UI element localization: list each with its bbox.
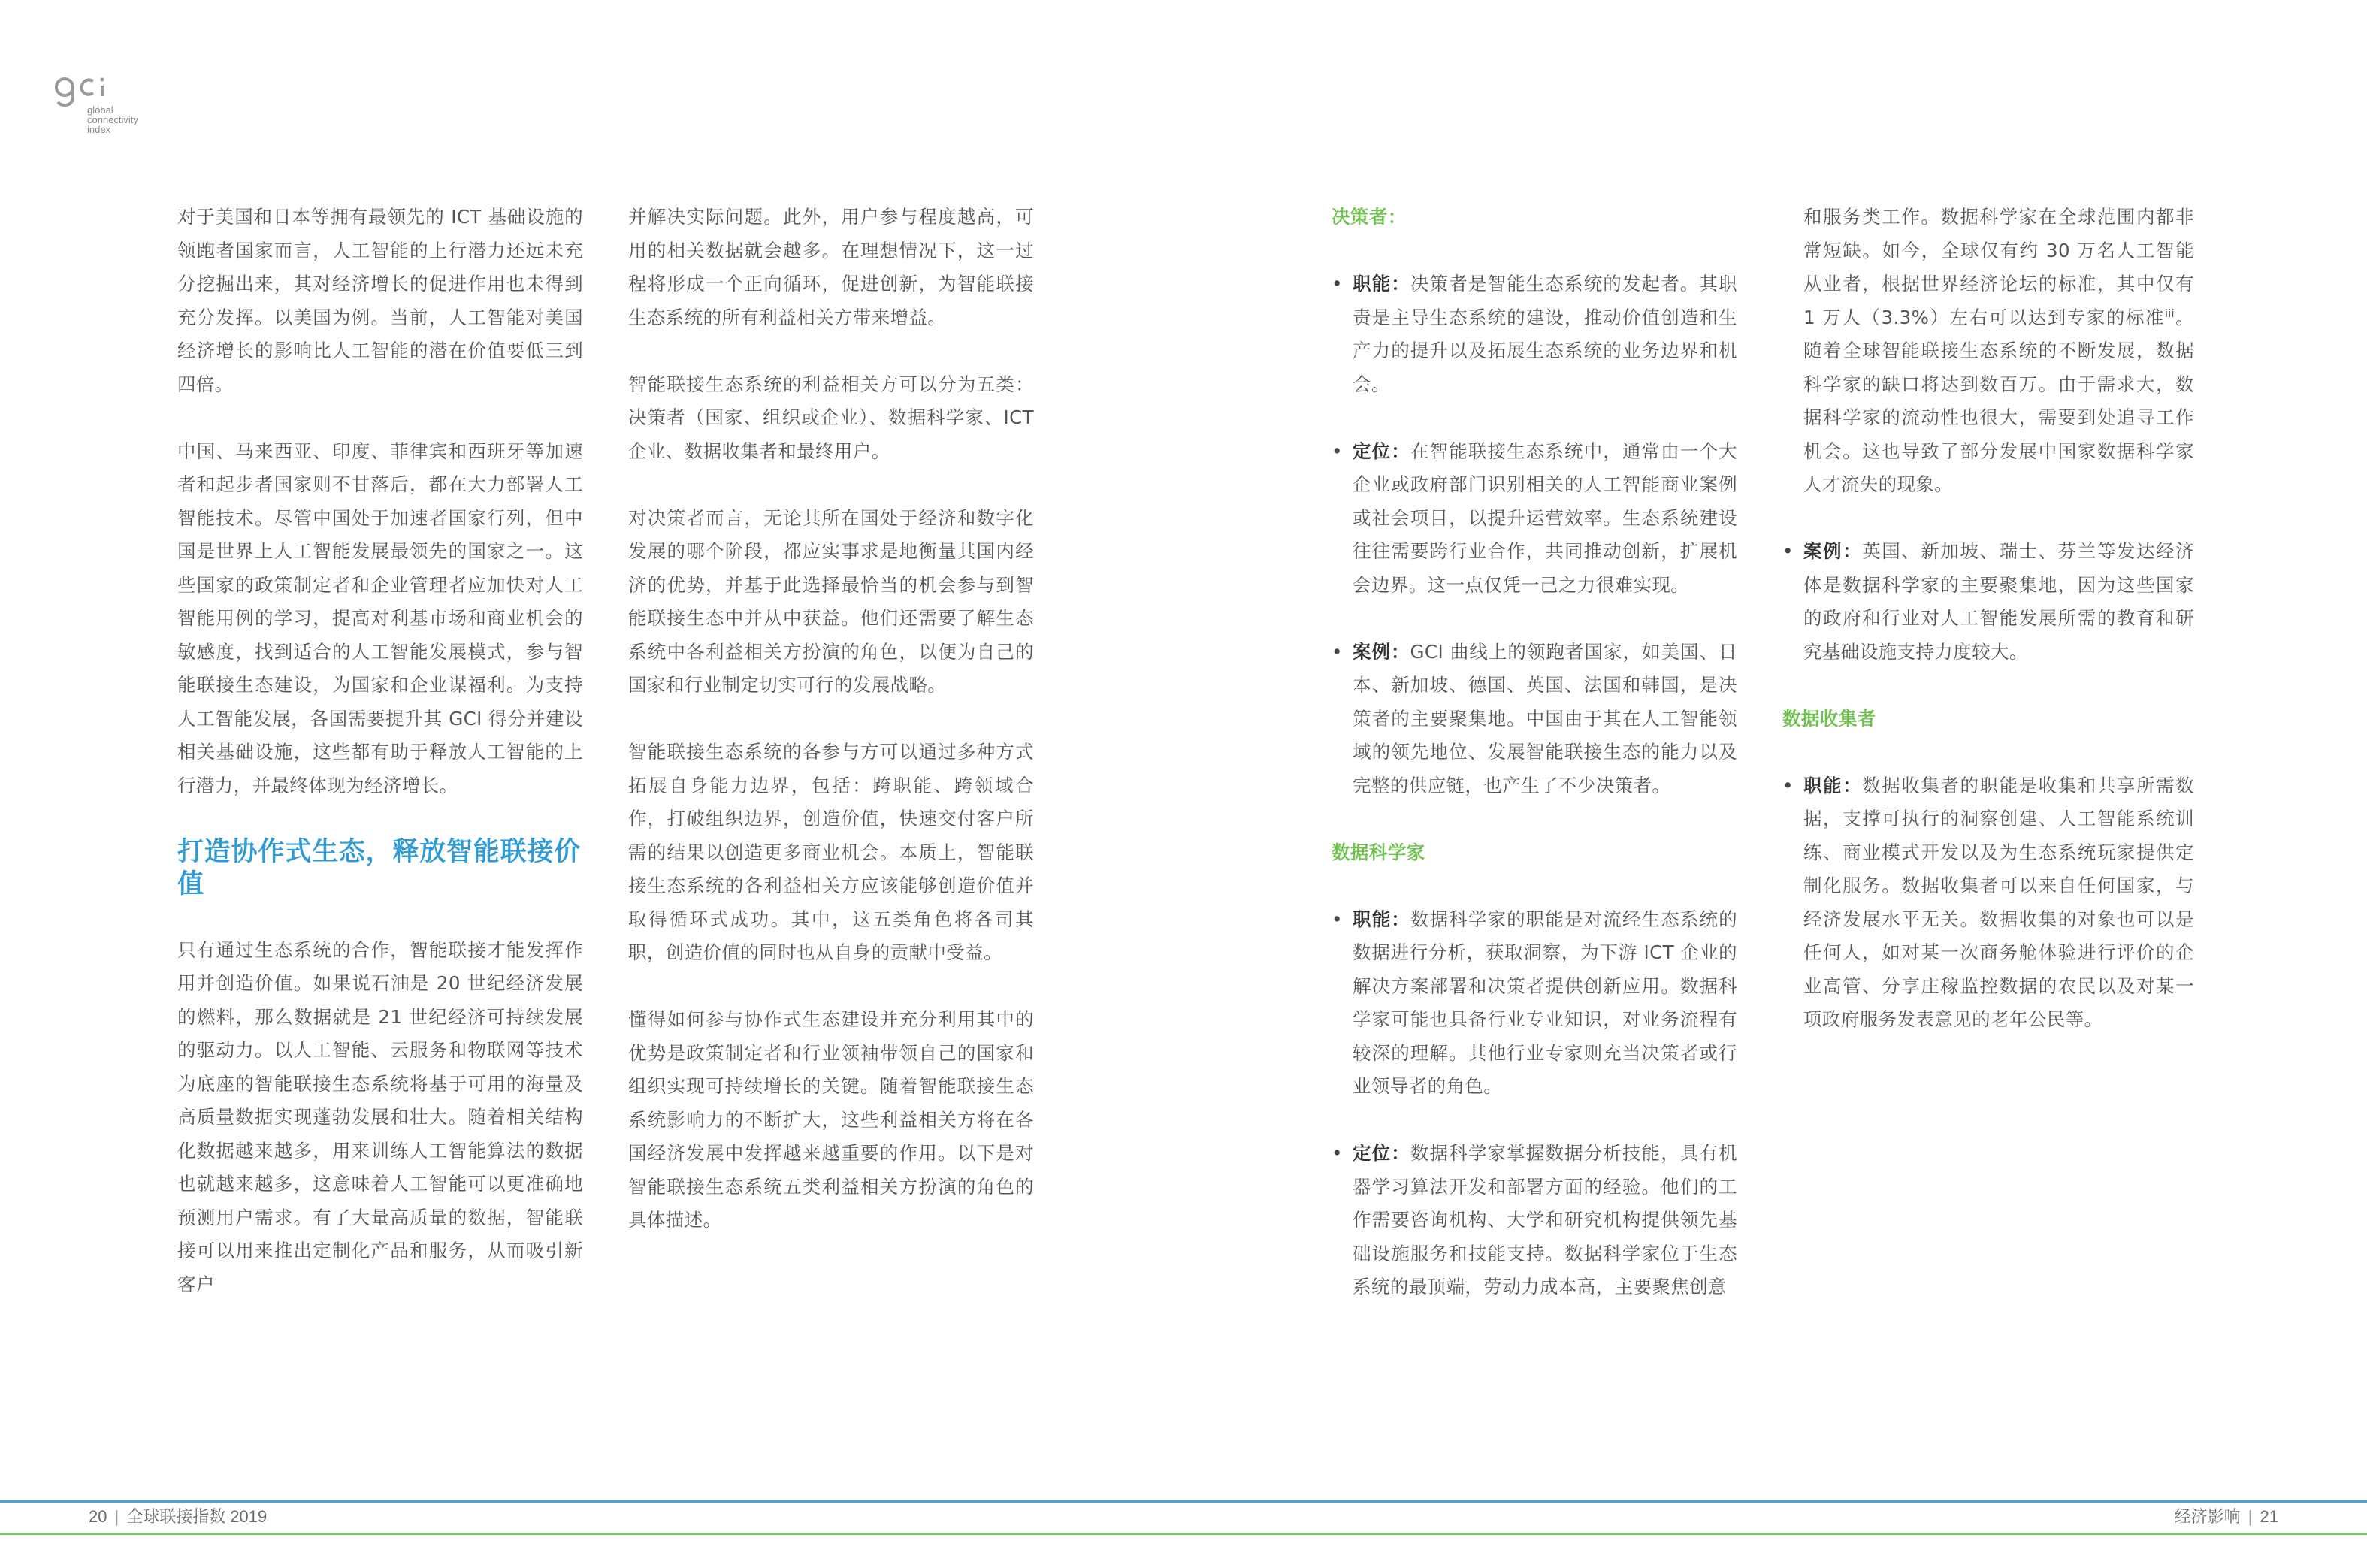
subheading-data-scientists: 数据科学家 [1332, 841, 1425, 863]
page-number-left: 20 [89, 1507, 107, 1526]
publication-title: 全球联接指数 2019 [126, 1507, 268, 1526]
bullet-text: 决策者是智能生态系统的发起者。其职责是主导生态系统的建设，推动价值创造和生产力的提升以及拓展生态系统的业务边界和机会。 [1353, 273, 1737, 395]
paragraph: 中国、马来西亚、印度、菲律宾和西班牙等加速者和起步者国家则不甘落后，都在大力部署人工智能技术。尽管中国处于加速者国家行列，但中国是世界上人工智能发展最领先的国家之一。这些国家的政策制定者和企业管理者应加快对人工智能用例的学习，提高对利基市场和商业机会的敏感度，找到适合的人工智能发展模式，参与智能联接生态建设，为国家和企业谋福利。为支持人工智能发展，各国需要提升其 GCI 得分并建设相关基础设施，这些都有助于释放人工智能的上行潜力，并最终体现为经济增长。 [177, 440, 583, 796]
bullet-list [1332, 267, 1737, 401]
section-title: 打造协作式生态，释放智能联接价值 [177, 836, 582, 899]
bullet-term: 定位： [1353, 1142, 1410, 1164]
bullet-list [1332, 636, 1737, 803]
paragraph: 对决策者而言，无论其所在国处于经济和数字化发展的哪个阶段，都应实事求是地衡量其国内经济的优势，并基于此选择最恰当的机会参与到智能联接生态中并从中获益。他们还需要了解生态系统中各利益相关方扮演的角色，以便为自己的国家和行业制定切实可行的发展战略。 [628, 506, 1034, 696]
bullet-text: 英国、新加坡、瑞士、芬兰等发达经济体是数据科学家的主要聚集地，因为这些国家的政府和行业对人工智能发展所需的教育和研究基础设施支持力度较大。 [1803, 540, 2194, 663]
paragraph-text: 和服务类工作。数据科学家在全球范围内都非常短缺。如今，全球仅有约 30 万名人工智能从业者，根据世界经济论坛的标准，其中仅有 1 万人（3.3%）左右可以达到专家的标准 [1803, 206, 2194, 328]
logo-line-2: connectivity [87, 114, 138, 125]
logo-wordmark [87, 105, 170, 134]
list-item [1782, 535, 2194, 669]
bullet-icon: • [1332, 640, 1343, 663]
footer-rule-green [0, 1533, 2367, 1535]
bullet-text: 数据科学家的职能是对流经生态系统的数据进行分析，获取洞察，为下游 ICT 企业的解决方案部署和决策者提供创新应用。数据科学家可能也具备行业专业知识，对业务流程有较深的理解。其他行业专家则充当决策者或行业领导者的角色。 [1353, 908, 1737, 1097]
column-4 [1782, 201, 2194, 1070]
column-1 [177, 201, 583, 1335]
bullet-term: 案例： [1803, 540, 1863, 562]
bullet-list [1782, 535, 2194, 669]
bullet-term: 定位： [1353, 440, 1410, 462]
list-item [1332, 267, 1737, 401]
bullet-text: 数据收集者的职能是收集和共享所需数据，支撑可执行的洞察创建、人工智能系统训练、商业模式开发以及为生态系统玩家提供定制化服务。数据收集者可以来自任何国家，与经济发展水平无关。数据收集的对象也可以是任何人，如对某一次商务舱体验进行评价的企业高管、分享庄稼监控数据的农民以及对某一项政府服务发表意见的老年公民等。 [1803, 774, 2194, 1030]
bullet-list [1782, 769, 2194, 1037]
bullet-icon: • [1782, 774, 1794, 796]
subheading-decision-makers: 决策者： [1332, 206, 1407, 228]
list-item [1332, 1137, 1737, 1304]
paragraph: 并解决实际问题。此外，用户参与程度越高，可用的相关数据就会越多。在理想情况下，这一过程将形成一个正向循环，促进创新，为智能联接生态系统的所有利益相关方带来增益。 [628, 206, 1034, 328]
bullet-term: 职能： [1803, 774, 1863, 796]
column-3 [1332, 201, 1737, 1337]
bullet-list [1332, 1137, 1737, 1304]
paragraph-text: 。随着全球智能联接生态系统的不断发展，数据科学家的缺口将达到数百万。由于需求大，数据科学家的流动性也很大，需要到处追寻工作机会。这也导致了部分发展中国家数据科学家人才流失的现象。 [1803, 306, 2194, 495]
paragraph: 懂得如何参与协作式生态建设并充分利用其中的优势是政策制定者和行业领袖带领自己的国家和组织实现可持续增长的关键。随着智能联接生态系统影响力的不断扩大，这些利益相关方将在各国经济发展中发挥越来越重要的作用。以下是对智能联接生态系统五类利益相关方扮演的角色的具体描述。 [628, 1008, 1034, 1231]
bullet-icon: • [1332, 273, 1343, 295]
paragraph: 智能联接生态系统的各参与方可以通过多种方式拓展自身能力边界，包括：跨职能、跨领域合作，打破组织边界，创造价值，快速交付客户所需的结果以创造更多商业机会。本质上，智能联接生态系统的各利益相关方应该能够创造价值并取得循环式成功。其中，这五类角色将各司其职，创造价值的同时也从自身的贡献中受益。 [628, 741, 1034, 963]
paragraph: 只有通过生态系统的合作，智能联接才能发挥作用并创造价值。如果说石油是 20 世纪经济发展的燃料，那么数据就是 21 世纪经济可持续发展的驱动力。以人工智能、云服务和物联网等技术为底座的智能联接生态系统将基于可用的海量及高质量数据实现蓬勃发展和壮大。随着相关结构化数据越来越多，用来训练人工智能算法的数据也就越来越多，这意味着人工智能可以更准确地预测用户需求。有了大量高质量的数据，智能联接可以用来推出定制化产品和服务，从而吸引新客户 [177, 938, 583, 1295]
footer-right [2175, 1506, 2278, 1528]
bullet-list [1332, 435, 1737, 603]
bullet-icon: • [1332, 908, 1343, 930]
continued-paragraph [1782, 201, 2194, 502]
list-item [1332, 636, 1737, 803]
chapter-title: 经济影响 [2174, 1507, 2241, 1526]
column-2 [628, 201, 1034, 1270]
bullet-icon: • [1332, 1142, 1343, 1164]
bullet-text: 数据科学家掌握数据分析技能，具有机器学习算法开发和部署方面的经验。他们的工作需要咨询机构、大学和研究机构提供领先基础设施服务和技能支持。数据科学家位于生态系统的最顶端，劳动力成本高，主要聚焦创意 [1353, 1142, 1737, 1298]
footer-left [89, 1506, 267, 1528]
subheading-data-collectors: 数据收集者 [1782, 707, 1876, 730]
gci-logo [54, 75, 167, 143]
list-item [1332, 435, 1737, 603]
list-item [1332, 903, 1737, 1104]
footer-rule-blue [0, 1500, 2367, 1503]
paragraph: 智能联接生态系统的利益相关方可以分为五类：决策者（国家、组织或企业）、数据科学家、ICT 企业、数据收集者和最终用户。 [628, 373, 1034, 462]
bullet-term: 案例： [1353, 640, 1410, 663]
footnote-marker: iii [2165, 307, 2175, 320]
footer-separator: | [114, 1507, 119, 1526]
bullet-text: GCI 曲线上的领跑者国家，如美国、日本、新加坡、德国、英国、法国和韩国，是决策者的主要聚集地。中国由于其在人工智能领域的领先地位、发展智能联接生态的能力以及完整的供应链，也产生了不少决策者。 [1353, 640, 1737, 796]
bullet-icon: • [1782, 540, 1794, 562]
list-item [1782, 769, 2194, 1037]
logo-line-3: index [87, 124, 111, 135]
paragraph: 对于美国和日本等拥有最领先的 ICT 基础设施的领跑者国家而言，人工智能的上行潜力还远未充分挖掘出来，其对经济增长的促进作用也未得到充分发挥。以美国为例。当前，人工智能对美国经济增长的影响比人工智能的潜在价值要低三到四倍。 [177, 206, 583, 395]
bullet-list [1332, 903, 1737, 1104]
bullet-term: 职能： [1353, 908, 1410, 930]
bullet-icon: • [1332, 440, 1343, 462]
bullet-text: 在智能联接生态系统中，通常由一个大企业或政府部门识别相关的人工智能商业案例或社会项目，以提升运营效率。生态系统建设往往需要跨行业合作，共同推动创新，扩展机会边界。这一点仅凭一己之力很难实现。 [1353, 440, 1737, 596]
page-number-right: 21 [2260, 1507, 2278, 1526]
logo-line-1: global [87, 104, 113, 116]
bullet-term: 职能： [1353, 273, 1410, 295]
footer-separator: | [2248, 1507, 2253, 1526]
